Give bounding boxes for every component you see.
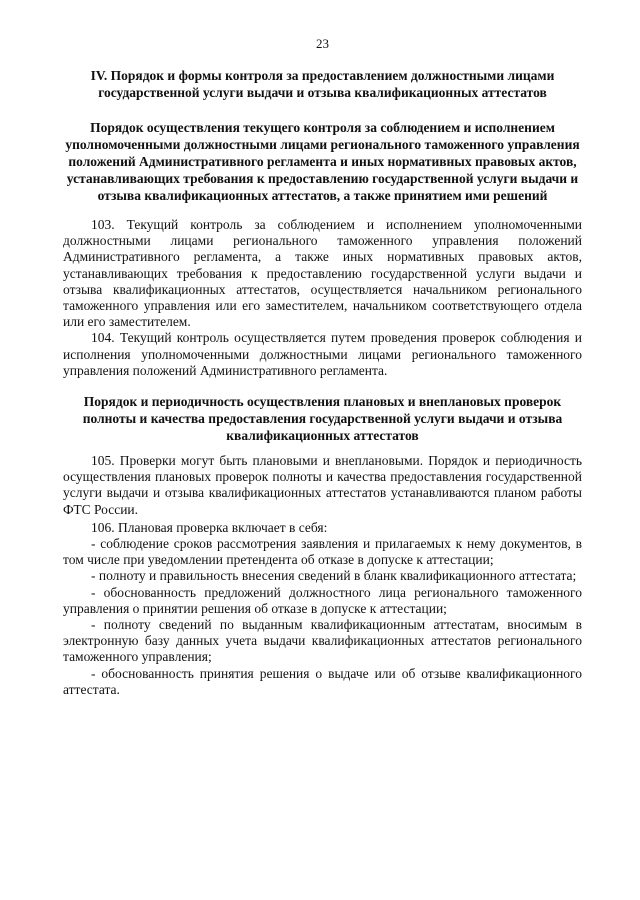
paragraph-103: 103. Текущий контроль за соблюдением и исполнением уполномоченными должностными лицами регионального таможенного управления положений Административного регламента, а также иных нормативных правовых актов, устанавливающих требования к предоставлению государственной услуги выдачи и отзыва квалификационных аттестатов, осуществляется начальником регионального таможенного управления или его заместителем, начальником соответствующего отдела или его заместителем. xyxy=(63,217,582,330)
paragraph-104: 104. Текущий контроль осуществляется путем проведения проверок соблюдения и исполнения уполномоченными должностными лицами регионального таможенного управления положений Административного регламента. xyxy=(63,330,582,378)
paragraph-105: 105. Проверки могут быть плановыми и внеплановыми. Порядок и периодичность осуществления плановых проверок полноты и качества предоставления государственной услуги выдачи и отзыва квалификационных аттестатов устанавливаются планом работы ФТС России. xyxy=(63,453,582,517)
section-title: IV. Порядок и формы контроля за предоставлением должностными лицами государственной услуги выдачи и отзыва квалификационных аттестатов xyxy=(90,68,555,100)
subsection-title-planned-checks: Порядок и периодичность осуществления плановых и внеплановых проверок полноты и качества предоставления государственной услуги выдачи и отзыва квалификационных аттестатов xyxy=(82,394,563,444)
list-item-justification: - обоснованность предложений должностного лица регионального таможенного управления о принятии решения об отказе в допуске к аттестации; xyxy=(63,584,582,616)
paragraph-106: 106. Плановая проверка включает в себя: xyxy=(91,519,328,535)
list-item-database: - полноту сведений по выданным квалификационным аттестатам, вносимым в электронную базу данных учета выдачи квалификационных аттестатов регионального таможенного управления; xyxy=(63,617,582,665)
list-item-completeness: - полноту и правильность внесения сведений в бланк квалификационного аттестата; xyxy=(91,568,577,584)
page-number: 23 xyxy=(316,36,329,51)
subsection-title-current-control: Порядок осуществления текущего контроля за соблюдением и исполнением уполномоченными должностными лицами регионального таможенного управления положений Административного регламента и иных нормативных правовых актов, устанавливающих требования к предоставлению государственной услуги выдачи и отзыва квалификационных аттестатов, а также принятием ими решений xyxy=(65,120,580,203)
list-item-decision: - обоснованность принятия решения о выдаче или об отзыве квалификационного аттестата. xyxy=(63,665,582,697)
list-item-deadlines: - соблюдение сроков рассмотрения заявления и прилагаемых к нему документов, в том числе при уведомлении претендента об отказе в допуске к аттестации; xyxy=(63,536,582,568)
